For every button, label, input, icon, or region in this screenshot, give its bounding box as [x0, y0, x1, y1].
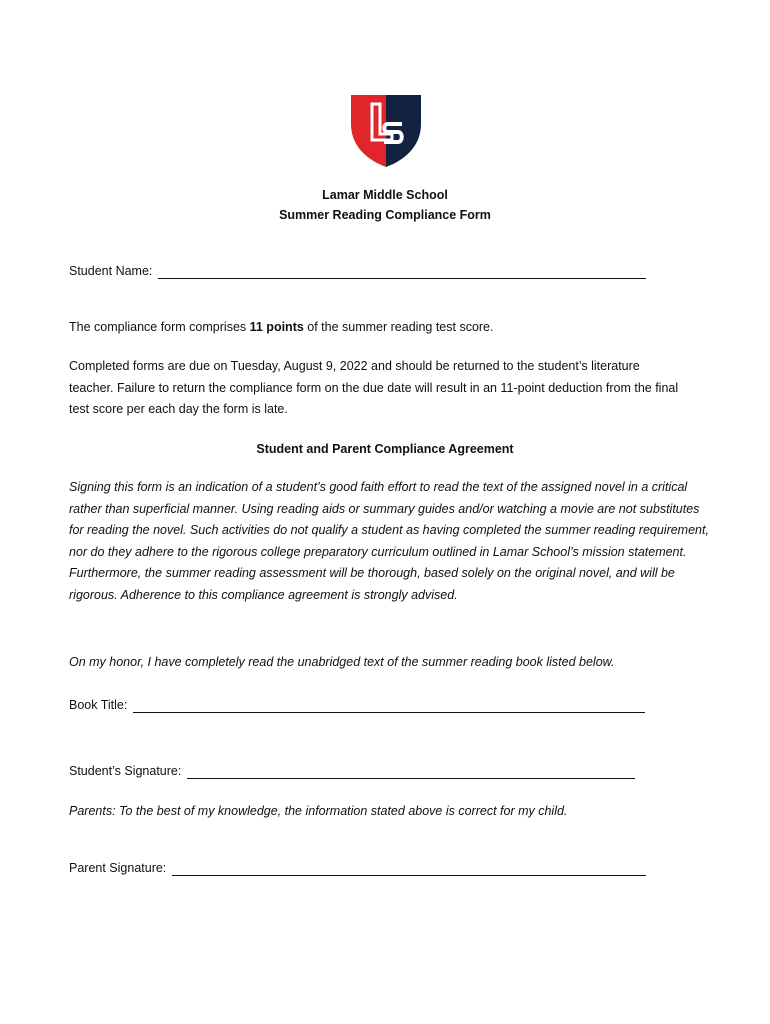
- book-title-row: [69, 697, 645, 713]
- book-title-label: Book Title:: [69, 698, 128, 712]
- parent-signature-field[interactable]: [172, 861, 646, 876]
- agreement-paragraph: Signing this form is an indication of a student’s good faith effort to read the text of the assigned novel in a critical rather than superficial manner. Using reading aids or summary guides and/or watching a movie are not substitutes for reading the novel. Such activities do not qualify a student as having completed the summer reading requirement, nor do they adhere to the rigorous college preparatory curriculum outlined in Lamar School’s mission statement. Furthermore, the summer reading assessment will be thorough, based solely on the original novel, and will be rigorous. Adherence to this compliance agreement is strongly advised.: [69, 480, 709, 602]
- points-bold: 11 points: [249, 320, 304, 334]
- due-date-paragraph: Completed forms are due on Tuesday, August 9, 2022 and should be returned to the student’s literature teacher. Failure to return the compliance form on the due date will result in an 11-point deduction from the final test score per each day the form is late.: [69, 359, 679, 416]
- student-name-row: [69, 263, 646, 279]
- student-signature-label: Student’s Signature:: [69, 764, 182, 778]
- school-name: Lamar Middle School: [322, 188, 448, 202]
- student-name-label: Student Name:: [69, 264, 153, 278]
- parent-signature-label: Parent Signature:: [69, 861, 167, 875]
- honor-statement: On my honor, I have completely read the unabridged text of the summer reading book listed below.: [69, 655, 615, 669]
- school-shield-logo: [350, 94, 422, 168]
- agreement-heading: Student and Parent Compliance Agreement: [256, 442, 514, 456]
- parent-signature-row: [69, 860, 646, 876]
- student-signature-row: [69, 763, 635, 779]
- book-title-field[interactable]: [133, 698, 645, 713]
- parents-statement: Parents: To the best of my knowledge, the information stated above is correct for my child.: [69, 804, 568, 818]
- student-name-field[interactable]: [158, 264, 646, 279]
- student-signature-field[interactable]: [187, 764, 635, 779]
- points-prefix: The compliance form comprises: [69, 320, 250, 334]
- points-paragraph: [69, 317, 709, 339]
- form-title: Summer Reading Compliance Form: [279, 208, 491, 222]
- points-suffix: of the summer reading test score.: [303, 320, 494, 334]
